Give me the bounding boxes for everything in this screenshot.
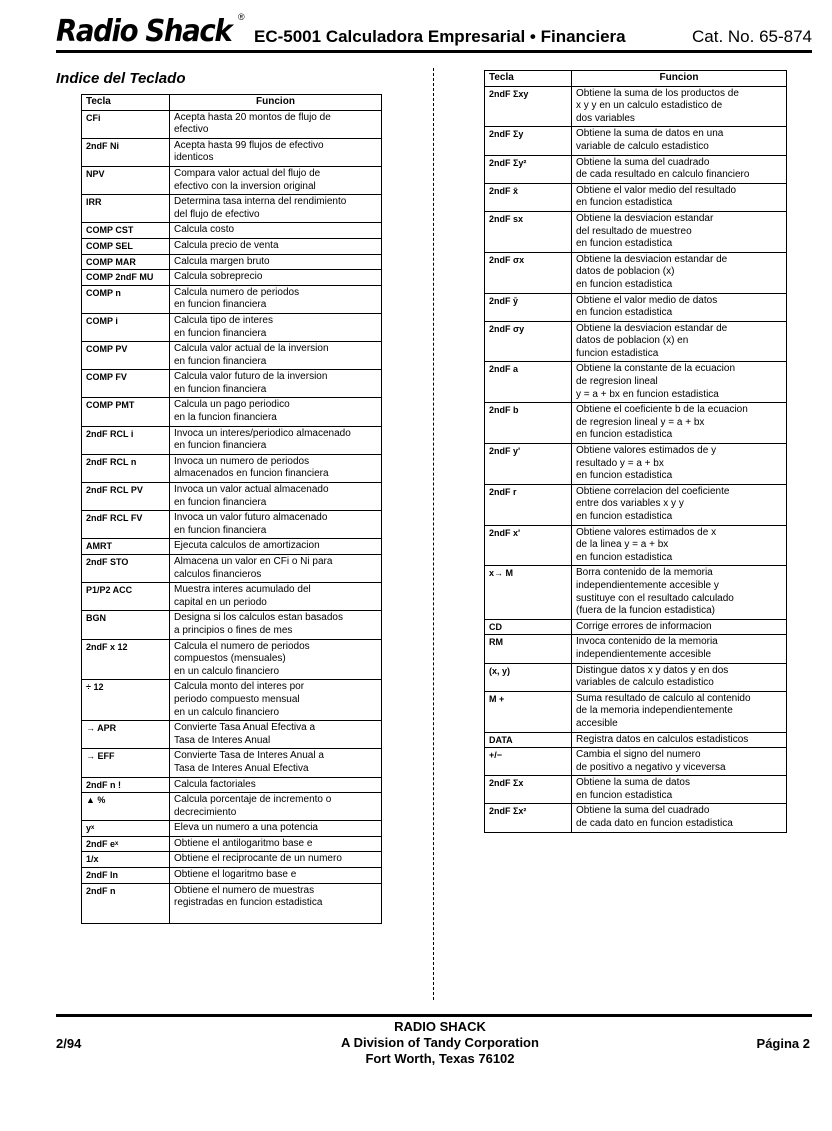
function-cell: Determina tasa interna del rendimiento del flujo de efectivo xyxy=(170,195,382,223)
function-cell: Acepta hasta 20 montos de flujo de efectivo xyxy=(170,110,382,138)
function-cell: Obtiene el logaritmo base e xyxy=(170,868,382,884)
column-header-key: Tecla xyxy=(485,71,572,87)
key-cell: 2ndF STO xyxy=(82,555,170,583)
column-header-function: Funcion xyxy=(572,71,787,87)
function-cell: Almacena un valor en CFi o Ni para calculos financieros xyxy=(170,555,382,583)
function-cell: Obtiene el valor medio de datos en funcion estadistica xyxy=(572,293,787,321)
function-cell: Distingue datos x y datos y en dos variables de calculo estadistico xyxy=(572,663,787,691)
function-cell: Calcula un pago periodico en la funcion financiera xyxy=(170,398,382,426)
function-cell: Obtiene el valor medio del resultado en funcion estadistica xyxy=(572,183,787,211)
key-cell: M + xyxy=(485,691,572,732)
table-row xyxy=(82,342,382,370)
key-cell: 2ndF eˣ xyxy=(82,836,170,852)
table-row xyxy=(82,454,382,482)
table-row xyxy=(82,223,382,239)
key-table-right xyxy=(484,70,787,833)
function-cell: Calcula porcentaje de incremento o decrecimiento xyxy=(170,793,382,821)
key-cell: 2ndF RCL FV xyxy=(82,511,170,539)
key-cell: P1/P2 ACC xyxy=(82,583,170,611)
key-cell: 2ndF r xyxy=(485,484,572,525)
table-row xyxy=(82,793,382,821)
table-row xyxy=(82,611,382,639)
table-row xyxy=(82,836,382,852)
table-row xyxy=(485,403,787,444)
table-row xyxy=(485,484,787,525)
key-cell: ▲ % xyxy=(82,793,170,821)
table-row xyxy=(82,555,382,583)
table-row xyxy=(82,398,382,426)
function-cell: Obtiene el coeficiente b de la ecuacion de regresion lineal y = a + bx en funcion estadistica xyxy=(572,403,787,444)
function-cell: Invoca un valor actual almacenado en funcion financiera xyxy=(170,483,382,511)
key-cell: → APR xyxy=(82,721,170,749)
key-cell: COMP PMT xyxy=(82,398,170,426)
table-row xyxy=(485,155,787,183)
footer-company-division: A Division of Tandy Corporation xyxy=(341,1035,539,1050)
table-row xyxy=(82,426,382,454)
function-cell: Invoca contenido de la memoria independientemente accesible xyxy=(572,635,787,663)
key-cell: BGN xyxy=(82,611,170,639)
column-divider xyxy=(433,68,435,1000)
table-row xyxy=(82,195,382,223)
function-cell: Cambia el signo del numero de positivo a negativo y viceversa xyxy=(572,748,787,776)
table-row xyxy=(485,86,787,127)
function-cell: Obtiene la desviacion estandar de datos de poblacion (x) en funcion estadistica xyxy=(572,321,787,362)
function-cell: Obtiene el antilogaritmo base e xyxy=(170,836,382,852)
function-cell: Suma resultado de calculo al contenido de la memoria independientemente accesible xyxy=(572,691,787,732)
function-cell: Acepta hasta 99 flujos de efectivo identicos xyxy=(170,138,382,166)
function-cell: Registra datos en calculos estadisticos xyxy=(572,732,787,748)
table-row xyxy=(82,721,382,749)
function-cell: Obtiene la desviacion estandar del resultado de muestreo en funcion estadistica xyxy=(572,211,787,252)
table-row xyxy=(82,138,382,166)
key-table-left xyxy=(81,94,382,924)
key-cell: yˣ xyxy=(82,821,170,837)
function-cell: Invoca un numero de periodos almacenados en funcion financiera xyxy=(170,454,382,482)
function-cell: Obtiene valores estimados de x de la linea y = a + bx en funcion estadistica xyxy=(572,525,787,566)
function-cell: Invoca un valor futuro almacenado en funcion financiera xyxy=(170,511,382,539)
key-cell: DATA xyxy=(485,732,572,748)
table-row xyxy=(485,127,787,155)
table-row xyxy=(485,776,787,804)
function-cell: Ejecuta calculos de amortizacion xyxy=(170,539,382,555)
function-cell: Obtiene la suma del cuadrado de cada resultado en calculo financiero xyxy=(572,155,787,183)
function-cell: Calcula valor actual de la inversion en funcion financiera xyxy=(170,342,382,370)
table-row xyxy=(82,238,382,254)
key-cell: 2ndF Ni xyxy=(82,138,170,166)
key-cell: 1/x xyxy=(82,852,170,868)
brand-logo: Radio Shack xyxy=(56,14,232,49)
key-cell: COMP PV xyxy=(82,342,170,370)
table-row xyxy=(82,680,382,721)
table-row xyxy=(82,539,382,555)
key-cell: ÷ 12 xyxy=(82,680,170,721)
function-cell: Calcula margen bruto xyxy=(170,254,382,270)
key-cell: 2ndF y' xyxy=(485,444,572,485)
table-row xyxy=(82,868,382,884)
function-cell: Calcula valor futuro de la inversion en funcion financiera xyxy=(170,370,382,398)
key-cell: COMP CST xyxy=(82,223,170,239)
function-cell: Obtiene la suma de datos en funcion estadistica xyxy=(572,776,787,804)
function-cell: Obtiene el numero de muestras registradas en funcion estadistica xyxy=(170,883,382,924)
table-row xyxy=(82,749,382,777)
key-cell: 2ndF RCL i xyxy=(82,426,170,454)
table-row xyxy=(485,321,787,362)
footer-company xyxy=(290,1019,590,1067)
function-cell: Obtiene la desviacion estandar de datos de poblacion (x) en funcion estadistica xyxy=(572,252,787,293)
key-cell: 2ndF a xyxy=(485,362,572,403)
function-cell: Calcula factoriales xyxy=(170,777,382,793)
key-cell: COMP MAR xyxy=(82,254,170,270)
key-cell: 2ndF RCL n xyxy=(82,454,170,482)
key-cell: RM xyxy=(485,635,572,663)
function-cell: Obtiene la suma de datos en una variable de calculo estadistico xyxy=(572,127,787,155)
key-cell: CFi xyxy=(82,110,170,138)
key-cell: IRR xyxy=(82,195,170,223)
table-row xyxy=(485,663,787,691)
table-row xyxy=(485,525,787,566)
function-cell: Eleva un numero a una potencia xyxy=(170,821,382,837)
key-cell: COMP FV xyxy=(82,370,170,398)
table-row xyxy=(82,110,382,138)
table-row xyxy=(485,444,787,485)
function-cell: Calcula precio de venta xyxy=(170,238,382,254)
table-row xyxy=(82,821,382,837)
key-cell: AMRT xyxy=(82,539,170,555)
function-cell: Borra contenido de la memoria independientemente accesible y sustituye con el resultado calculado (fuera de la funcion estadistica) xyxy=(572,566,787,619)
function-cell: Obtiene la constante de la ecuacion de regresion lineal y = a + bx en funcion estadistica xyxy=(572,362,787,403)
footer-rule xyxy=(56,1014,812,1017)
key-cell: x→ M xyxy=(485,566,572,619)
key-cell: 2ndF n ! xyxy=(82,777,170,793)
table-row xyxy=(485,748,787,776)
table-row xyxy=(82,852,382,868)
key-cell: 2ndF Σxy xyxy=(485,86,572,127)
function-cell: Obtiene la suma del cuadrado de cada dato en funcion estadistica xyxy=(572,804,787,832)
table-row xyxy=(82,639,382,680)
key-cell: 2ndF x̄ xyxy=(485,183,572,211)
table-row xyxy=(485,732,787,748)
key-cell: COMP SEL xyxy=(82,238,170,254)
function-cell: Obtiene correlacion del coeficiente entre dos variables x y y en funcion estadistica xyxy=(572,484,787,525)
key-cell: 2ndF x' xyxy=(485,525,572,566)
key-cell: COMP 2ndF MU xyxy=(82,270,170,286)
footer-date: 2/94 xyxy=(56,1036,82,1051)
function-cell: Calcula sobreprecio xyxy=(170,270,382,286)
table-row xyxy=(82,313,382,341)
key-cell: 2ndF ln xyxy=(82,868,170,884)
table-row xyxy=(82,285,382,313)
table-row xyxy=(82,583,382,611)
table-row xyxy=(485,635,787,663)
key-cell: +/− xyxy=(485,748,572,776)
table-row xyxy=(485,293,787,321)
function-cell: Obtiene la suma de los productos de x y y en un calculo estadistico de dos variables xyxy=(572,86,787,127)
function-cell: Compara valor actual del flujo de efectivo con la inversion original xyxy=(170,166,382,194)
function-cell: Muestra interes acumulado del capital en un periodo xyxy=(170,583,382,611)
table-header-row xyxy=(82,95,382,111)
key-cell: 2ndF Σx² xyxy=(485,804,572,832)
table-row xyxy=(82,883,382,924)
table-row xyxy=(485,252,787,293)
table-row xyxy=(82,483,382,511)
function-cell: Calcula numero de periodos en funcion financiera xyxy=(170,285,382,313)
key-cell: 2ndF RCL PV xyxy=(82,483,170,511)
key-cell: 2ndF Σy xyxy=(485,127,572,155)
footer-company-address: Fort Worth, Texas 76102 xyxy=(365,1051,515,1066)
function-cell: Convierte Tasa Anual Efectiva a Tasa de Interes Anual xyxy=(170,721,382,749)
table-row xyxy=(485,804,787,832)
column-header-function: Funcion xyxy=(170,95,382,111)
function-cell: Designa si los calculos estan basados a principios o fines de mes xyxy=(170,611,382,639)
column-header-key: Tecla xyxy=(82,95,170,111)
key-cell: 2ndF σx xyxy=(485,252,572,293)
key-cell: NPV xyxy=(82,166,170,194)
key-cell: CD xyxy=(485,619,572,635)
key-cell: (x, y) xyxy=(485,663,572,691)
key-cell: 2ndF b xyxy=(485,403,572,444)
header-rule xyxy=(56,50,812,53)
key-cell: 2ndF σy xyxy=(485,321,572,362)
registered-mark: ® xyxy=(238,12,245,22)
function-cell: Convierte Tasa de Interes Anual a Tasa de Interes Anual Efectiva xyxy=(170,749,382,777)
table-row xyxy=(82,166,382,194)
key-cell: → EFF xyxy=(82,749,170,777)
key-cell: 2ndF ȳ xyxy=(485,293,572,321)
footer-page-number: Página 2 xyxy=(756,1036,810,1051)
table-row xyxy=(485,211,787,252)
key-cell: 2ndF Σy² xyxy=(485,155,572,183)
table-row xyxy=(485,362,787,403)
function-cell: Obtiene el reciprocante de un numero xyxy=(170,852,382,868)
table-row xyxy=(485,183,787,211)
catalog-number: Cat. No. 65-874 xyxy=(691,27,812,46)
key-cell: COMP n xyxy=(82,285,170,313)
table-row xyxy=(82,270,382,286)
function-cell: Calcula costo xyxy=(170,223,382,239)
function-cell: Calcula tipo de interes en funcion financiera xyxy=(170,313,382,341)
function-cell: Invoca un interes/periodico almacenado en funcion financiera xyxy=(170,426,382,454)
key-cell: 2ndF Σx xyxy=(485,776,572,804)
key-cell: 2ndF sx xyxy=(485,211,572,252)
table-row xyxy=(82,370,382,398)
function-cell: Corrige errores de informacion xyxy=(572,619,787,635)
table-row xyxy=(485,566,787,619)
footer-company-name: RADIO SHACK xyxy=(394,1019,486,1034)
table-row xyxy=(485,691,787,732)
page-header xyxy=(56,10,812,50)
function-cell: Obtiene valores estimados de y resultado y = a + bx en funcion estadistica xyxy=(572,444,787,485)
function-cell: Calcula monto del interes por periodo compuesto mensual en un calculo financiero xyxy=(170,680,382,721)
table-row xyxy=(82,777,382,793)
key-cell: 2ndF n xyxy=(82,883,170,924)
table-row xyxy=(485,619,787,635)
document-title: EC-5001 Calculadora Empresarial • Financiera xyxy=(254,27,626,46)
section-title: Indice del Teclado xyxy=(56,70,186,87)
function-cell: Calcula el numero de periodos compuestos (mensuales) en un calculo financiero xyxy=(170,639,382,680)
table-row xyxy=(82,254,382,270)
table-row xyxy=(82,511,382,539)
key-cell: COMP i xyxy=(82,313,170,341)
table-header-row xyxy=(485,71,787,87)
key-cell: 2ndF x 12 xyxy=(82,639,170,680)
